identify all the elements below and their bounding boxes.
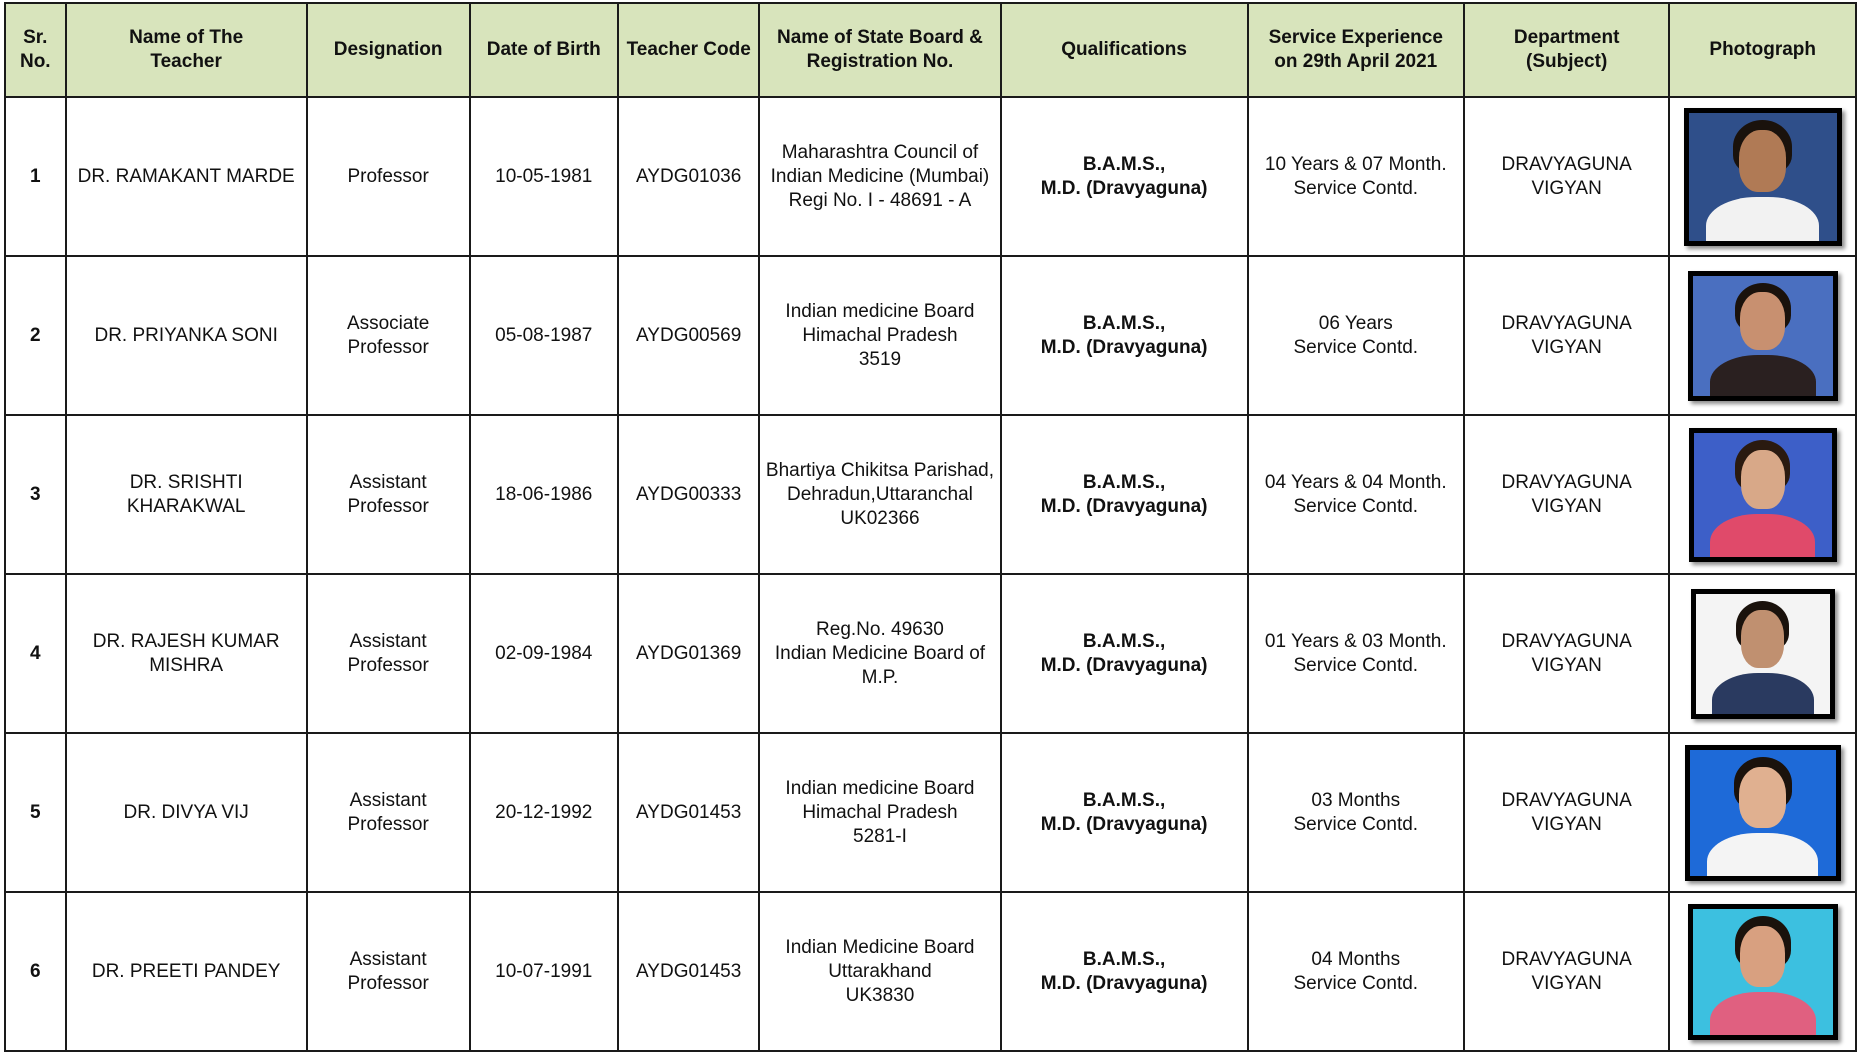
row-teacher-name: DR. RAJESH KUMAR MISHRA <box>66 574 307 733</box>
row-photograph <box>1669 733 1856 892</box>
row-qualifications: B.A.M.S., M.D. (Dravyaguna) <box>1001 415 1248 574</box>
row-designation: Associate Professor <box>307 256 470 415</box>
row-service-experience: 03 Months Service Contd. <box>1248 733 1464 892</box>
table-row <box>5 574 1856 733</box>
header-teacher-code: Teacher Code <box>618 3 759 97</box>
row-state-board: Maharashtra Council of Indian Medicine (Mumbai) Regi No. I - 48691 - A <box>759 97 1000 256</box>
row-department: DRAVYAGUNA VIGYAN <box>1464 256 1670 415</box>
header-qualifications: Qualifications <box>1001 3 1248 97</box>
row-date-of-birth: 10-05-1981 <box>470 97 619 256</box>
header-service-experience: Service Experience on 29th April 2021 <box>1248 3 1464 97</box>
row-state-board: Bhartiya Chikitsa Parishad, Dehradun,Uttaranchal UK02366 <box>759 415 1000 574</box>
teacher-photo <box>1689 428 1837 562</box>
row-photograph <box>1669 574 1856 733</box>
row-service-experience: 04 Years & 04 Month. Service Contd. <box>1248 415 1464 574</box>
row-date-of-birth: 10-07-1991 <box>470 892 619 1051</box>
row-sr-number: 6 <box>5 892 66 1051</box>
row-qualifications: B.A.M.S., M.D. (Dravyaguna) <box>1001 256 1248 415</box>
row-state-board: Indian medicine Board Himachal Pradesh 5281-I <box>759 733 1000 892</box>
row-qualifications: B.A.M.S., M.D. (Dravyaguna) <box>1001 892 1248 1051</box>
teacher-photo <box>1684 108 1842 246</box>
row-teacher-code: AYDG01453 <box>618 892 759 1051</box>
table-row <box>5 733 1856 892</box>
row-service-experience: 04 Months Service Contd. <box>1248 892 1464 1051</box>
teacher-photo <box>1688 271 1838 401</box>
row-teacher-code: AYDG00333 <box>618 415 759 574</box>
header-dob: Date of Birth <box>470 3 619 97</box>
table-row <box>5 97 1856 256</box>
table-row <box>5 415 1856 574</box>
row-state-board: Reg.No. 49630 Indian Medicine Board of M.P. <box>759 574 1000 733</box>
row-teacher-name: DR. PREETI PANDEY <box>66 892 307 1051</box>
row-designation: Assistant Professor <box>307 574 470 733</box>
row-sr-number: 3 <box>5 415 66 574</box>
row-date-of-birth: 18-06-1986 <box>470 415 619 574</box>
row-service-experience: 01 Years & 03 Month. Service Contd. <box>1248 574 1464 733</box>
row-photograph <box>1669 256 1856 415</box>
row-service-experience: 06 Years Service Contd. <box>1248 256 1464 415</box>
row-teacher-code: AYDG00569 <box>618 256 759 415</box>
row-service-experience: 10 Years & 07 Month. Service Contd. <box>1248 97 1464 256</box>
row-teacher-code: AYDG01369 <box>618 574 759 733</box>
row-date-of-birth: 02-09-1984 <box>470 574 619 733</box>
header-row <box>5 3 1856 97</box>
row-department: DRAVYAGUNA VIGYAN <box>1464 574 1670 733</box>
row-date-of-birth: 05-08-1987 <box>470 256 619 415</box>
row-teacher-code: AYDG01453 <box>618 733 759 892</box>
header-photograph: Photograph <box>1669 3 1856 97</box>
teacher-photo <box>1685 745 1841 881</box>
row-teacher-name: DR. SRISHTI KHARAKWAL <box>66 415 307 574</box>
row-designation: Assistant Professor <box>307 733 470 892</box>
row-sr-number: 4 <box>5 574 66 733</box>
table-row <box>5 892 1856 1051</box>
row-state-board: Indian medicine Board Himachal Pradesh 3519 <box>759 256 1000 415</box>
header-name: Name of The Teacher <box>66 3 307 97</box>
row-qualifications: B.A.M.S., M.D. (Dravyaguna) <box>1001 574 1248 733</box>
row-teacher-name: DR. RAMAKANT MARDE <box>66 97 307 256</box>
row-designation: Assistant Professor <box>307 892 470 1051</box>
row-department: DRAVYAGUNA VIGYAN <box>1464 97 1670 256</box>
row-state-board: Indian Medicine Board Uttarakhand UK3830 <box>759 892 1000 1051</box>
row-qualifications: B.A.M.S., M.D. (Dravyaguna) <box>1001 97 1248 256</box>
row-qualifications: B.A.M.S., M.D. (Dravyaguna) <box>1001 733 1248 892</box>
row-teacher-code: AYDG01036 <box>618 97 759 256</box>
teacher-photo <box>1691 589 1835 719</box>
row-department: DRAVYAGUNA VIGYAN <box>1464 892 1670 1051</box>
row-designation: Assistant Professor <box>307 415 470 574</box>
row-teacher-name: DR. DIVYA VIJ <box>66 733 307 892</box>
row-date-of-birth: 20-12-1992 <box>470 733 619 892</box>
faculty-table <box>4 2 1857 1052</box>
row-sr-number: 2 <box>5 256 66 415</box>
row-department: DRAVYAGUNA VIGYAN <box>1464 415 1670 574</box>
row-teacher-name: DR. PRIYANKA SONI <box>66 256 307 415</box>
header-sr: Sr. No. <box>5 3 66 97</box>
header-state-board: Name of State Board & Registration No. <box>759 3 1000 97</box>
row-sr-number: 1 <box>5 97 66 256</box>
row-sr-number: 5 <box>5 733 66 892</box>
row-designation: Professor <box>307 97 470 256</box>
teacher-photo <box>1688 904 1838 1040</box>
row-photograph <box>1669 97 1856 256</box>
row-photograph <box>1669 415 1856 574</box>
table-row <box>5 256 1856 415</box>
row-department: DRAVYAGUNA VIGYAN <box>1464 733 1670 892</box>
header-designation: Designation <box>307 3 470 97</box>
header-department: Department (Subject) <box>1464 3 1670 97</box>
row-photograph <box>1669 892 1856 1051</box>
